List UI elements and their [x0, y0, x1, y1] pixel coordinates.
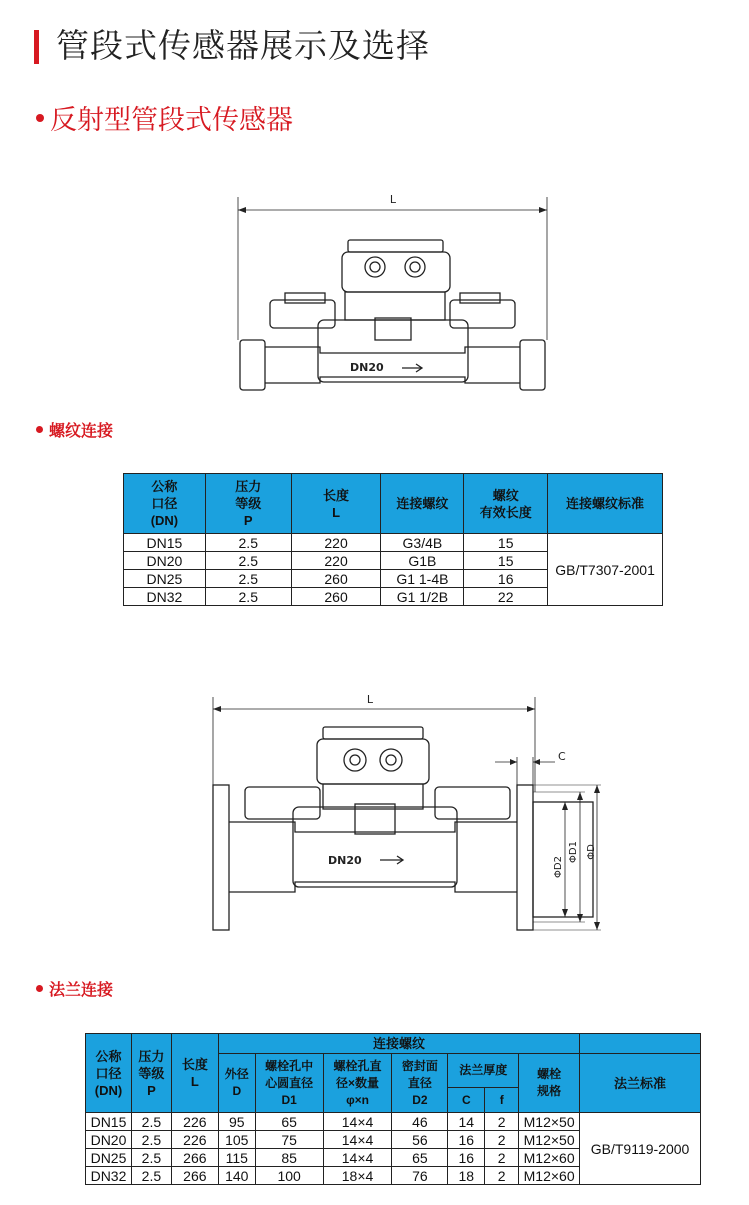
- col-bolt-circle: 螺栓孔中 心圆直径 D1: [255, 1054, 323, 1113]
- table-row: DN15 2.5 220 G3/4B 15 GB/T7307-2001: [124, 534, 663, 552]
- col-dn: 公称 口径 (DN): [124, 474, 206, 534]
- threaded-standard-cell: GB/T7307-2001: [548, 534, 663, 606]
- bullet-icon: [36, 426, 43, 433]
- table-row: DN20 2.5 220 G1B 15: [124, 552, 663, 570]
- section-heading: [36, 103, 293, 139]
- table-row: DN32 2.5 260 G1 1/2B 22: [124, 588, 663, 606]
- body-mark: DN20: [350, 361, 384, 374]
- table-row: DN25 2.5 260 G1 1-4B 16: [124, 570, 663, 588]
- header-blank: [580, 1034, 701, 1054]
- col-flange-thickness: 法兰厚度: [448, 1054, 519, 1088]
- flanged-heading: [36, 980, 113, 1000]
- dim-d1-label: ΦD1: [568, 841, 579, 863]
- threaded-sensor-drawing: [230, 185, 560, 400]
- threaded-heading: [36, 421, 113, 441]
- col-seal-d: 密封面 直径 D2: [392, 1054, 448, 1113]
- col-f: f: [485, 1088, 519, 1113]
- dim-d-label: ΦD: [586, 844, 597, 860]
- col-dn: 公称 口径 (DN): [86, 1034, 132, 1113]
- col-standard: 连接螺纹标准: [548, 474, 663, 534]
- threaded-spec-table: [123, 473, 663, 606]
- col-c: C: [448, 1088, 485, 1113]
- dim-d2-label: ΦD2: [553, 856, 564, 878]
- page-title: 管段式传感器展示及选择: [56, 26, 430, 65]
- dim-length-label: L: [366, 693, 374, 706]
- col-length: 长度 L: [171, 1034, 218, 1113]
- col-bolt-holes: 螺栓孔直 径×数量 φ×n: [323, 1054, 392, 1113]
- section-heading-text: 反射型管段式传感器: [50, 105, 293, 136]
- dim-length-label: L: [389, 193, 397, 206]
- bullet-icon: [36, 985, 43, 992]
- col-outer-d: 外径 D: [218, 1054, 255, 1113]
- body-mark: DN20: [328, 854, 362, 867]
- table-row: DN20 2.5 226 105 75 14×4 56 16 2 M12×50: [86, 1131, 701, 1149]
- col-pressure: 压力 等级 P: [205, 474, 291, 534]
- flanged-sensor-drawing: [205, 692, 615, 942]
- flanged-heading-text: 法兰连接: [49, 980, 114, 999]
- flanged-spec-table: [85, 1033, 701, 1185]
- group-header: 连接螺纹: [218, 1034, 579, 1054]
- col-length: 长度 L: [291, 474, 381, 534]
- col-thread-length: 螺纹 有效长度: [464, 474, 548, 534]
- table-row: DN25 2.5 266 115 85 14×4 65 16 2 M12×60: [86, 1149, 701, 1167]
- threaded-heading-text: 螺纹连接: [49, 421, 114, 440]
- col-thread: 连接螺纹: [381, 474, 464, 534]
- flanged-standard-cell: GB/T9119-2000: [580, 1113, 701, 1185]
- col-bolt-spec: 螺栓 规格: [519, 1054, 580, 1113]
- dim-c-label: C: [558, 750, 566, 763]
- table-row: DN32 2.5 266 140 100 18×4 76 18 2 M12×60: [86, 1167, 701, 1185]
- title-accent-bar: [34, 30, 39, 64]
- col-pressure: 压力 等级 P: [131, 1034, 171, 1113]
- col-standard: 法兰标准: [580, 1054, 701, 1113]
- bullet-icon: [36, 114, 44, 122]
- table-row: DN15 2.5 226 95 65 14×4 46 14 2 M12×50 GB/T9119-2000: [86, 1113, 701, 1131]
